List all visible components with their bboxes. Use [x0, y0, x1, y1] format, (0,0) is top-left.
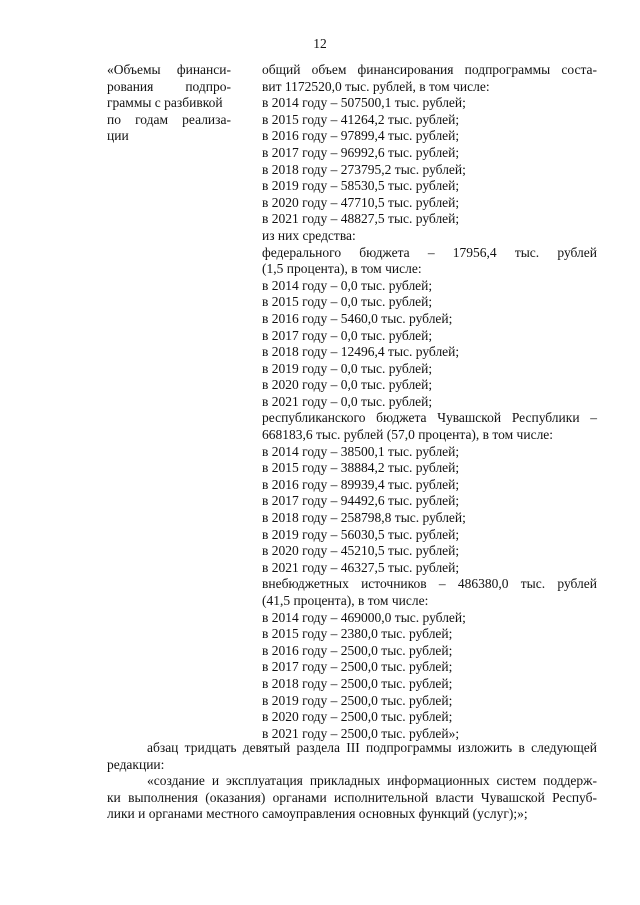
text-line: федерального бюджета – 17956,4 тыс. рублей	[262, 244, 597, 260]
text-line: «создание и эксплуатация прикладных информационных систем поддерж-	[147, 773, 597, 789]
text-line: 668183,6 тыс. рублей (57,0 процента), в том числе:	[262, 427, 554, 443]
text-line: в 2017 году – 2500,0 тыс. рублей;	[262, 659, 453, 675]
text-line: в 2020 году – 0,0 тыс. рублей;	[262, 377, 433, 393]
text-line: в 2018 году – 2500,0 тыс. рублей;	[262, 675, 453, 691]
text-line: в 2015 году – 0,0 тыс. рублей;	[262, 294, 433, 310]
passport-field-label	[107, 62, 231, 145]
text-line: в 2014 году – 469000,0 тыс. рублей;	[262, 609, 466, 625]
text-line: в 2014 году – 0,0 тыс. рублей;	[262, 277, 433, 293]
text-line: (41,5 процента), в том числе:	[262, 593, 429, 608]
text-line: лики и органами местного самоуправления основных функций (услуг);»;	[107, 806, 528, 822]
text-line: в 2017 году – 94492,6 тыс. рублей;	[262, 493, 460, 509]
text-line: в 2020 году – 2500,0 тыс. рублей;	[262, 709, 453, 725]
text-line: в 2018 году – 258798,8 тыс. рублей;	[262, 510, 466, 526]
text-line: внебюджетных источников – 486380,0 тыс. рублей	[262, 576, 597, 592]
text-line: из них средства:	[262, 227, 356, 243]
text-line: республиканского бюджета Чувашской Республики –	[262, 410, 597, 426]
text-line: в 2018 году – 12496,4 тыс. рублей;	[262, 344, 460, 360]
label-line	[107, 112, 231, 129]
text-line: в 2015 году – 2380,0 тыс. рублей;	[262, 626, 453, 642]
amendment-paragraph	[107, 740, 597, 823]
text-line: в 2016 году – 97899,4 тыс. рублей;	[262, 128, 460, 144]
text-line: в 2015 году – 41264,2 тыс. рублей;	[262, 111, 460, 127]
text-line: в 2020 году – 45210,5 тыс. рублей;	[262, 543, 460, 559]
financing-volume-text	[262, 62, 597, 742]
text-line: общий объем финансирования подпрограммы соста-	[262, 62, 597, 77]
label-line	[107, 79, 231, 96]
text-line: в 2019 году – 58530,5 тыс. рублей;	[262, 178, 460, 194]
text-line: редакции:	[107, 756, 165, 772]
text-line: в 2017 году – 0,0 тыс. рублей;	[262, 327, 433, 343]
label-word: «Объемы	[107, 62, 161, 77]
text-line: в 2019 году – 56030,5 тыс. рублей;	[262, 526, 460, 542]
text-line: в 2019 году – 0,0 тыс. рублей;	[262, 360, 433, 376]
label-word: годам	[135, 111, 169, 127]
text-line: в 2014 году – 507500,1 тыс. рублей;	[262, 95, 466, 111]
text-line: в 2016 году – 5460,0 тыс. рублей;	[262, 310, 453, 326]
text-line: (1,5 процента), в том числе:	[262, 261, 422, 277]
text-line: в 2021 году – 48827,5 тыс. рублей;	[262, 211, 460, 227]
text-line: в 2019 году – 2500,0 тыс. рублей;	[262, 692, 453, 708]
text-line: абзац тридцать девятый раздела III подпрограммы изложить в следующей	[147, 740, 597, 755]
label-line	[107, 95, 231, 112]
text-line: ки выполнения (оказания) органами исполнительной власти Чувашской Респуб-	[107, 789, 597, 805]
label-word: ции	[107, 128, 129, 144]
text-line: в 2020 году – 47710,5 тыс. рублей;	[262, 194, 460, 210]
label-word: по	[107, 111, 121, 127]
text-line: в 2021 году – 0,0 тыс. рублей;	[262, 393, 433, 409]
text-line: в 2014 году – 38500,1 тыс. рублей;	[262, 443, 460, 459]
page-number: 12	[313, 36, 327, 51]
label-line	[107, 62, 231, 79]
label-line	[107, 128, 231, 145]
text-line: в 2021 году – 46327,5 тыс. рублей;	[262, 559, 460, 575]
label-word: рования	[107, 78, 154, 94]
label-word: граммы с разбивкой	[107, 95, 223, 111]
label-word: подпро-	[185, 78, 231, 94]
text-line: в 2016 году – 89939,4 тыс. рублей;	[262, 476, 460, 492]
text-line: в 2017 году – 96992,6 тыс. рублей;	[262, 144, 460, 160]
label-word: реализа-	[182, 111, 231, 127]
text-line: в 2015 году – 38884,2 тыс. рублей;	[262, 460, 460, 476]
label-word: финанси-	[176, 62, 231, 77]
text-line: в 2018 году – 273795,2 тыс. рублей;	[262, 161, 466, 177]
text-line: в 2016 году – 2500,0 тыс. рублей;	[262, 642, 453, 658]
text-line: в 2021 году – 2500,0 тыс. рублей»;	[262, 725, 460, 741]
text-line: вит 1172520,0 тыс. рублей, в том числе:	[262, 78, 490, 94]
